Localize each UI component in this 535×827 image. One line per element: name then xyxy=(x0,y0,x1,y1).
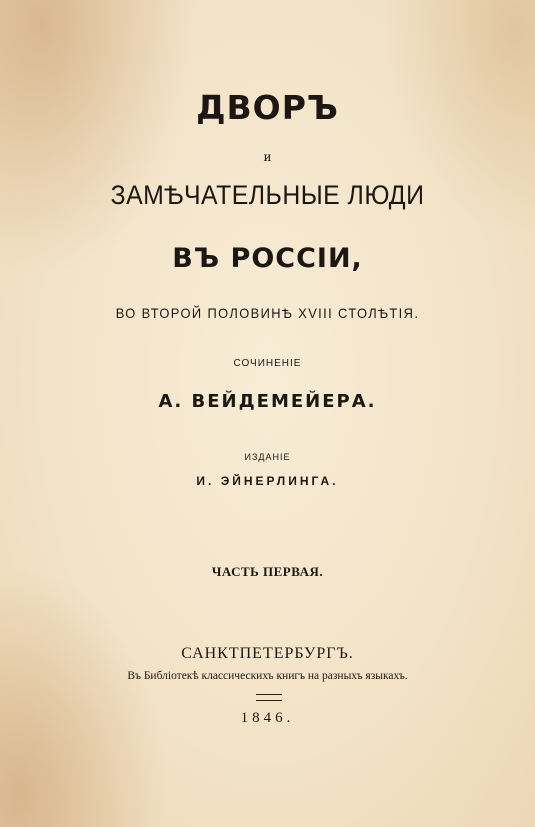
book-subtitle: ЗАМѢЧАТЕЛЬНЫЕ ЛЮДИ xyxy=(110,180,425,210)
double-rule-divider xyxy=(256,694,282,701)
work-label: СОЧИНЕНІЕ xyxy=(233,358,302,369)
edition-label: ИЗДАНІЕ xyxy=(244,452,291,462)
title-conjunction: и xyxy=(263,150,272,164)
book-title: ДВОРЪ xyxy=(196,88,339,127)
imprint-city: САНКТПЕТЕРБУРГЪ. xyxy=(181,645,354,662)
publisher-name: И. ЭЙНЕРЛИНГА. xyxy=(196,474,339,488)
subtitle-russia: ВЪ РОССІИ, xyxy=(172,243,363,274)
author-name: А. ВЕЙДЕМЕЙЕРА. xyxy=(158,391,377,412)
imprint-library: Въ Библіотекѣ классическихъ книгъ на разныхъ языкахъ. xyxy=(127,670,408,682)
period-line: ВО ВТОРОЙ ПОЛОВИНѢ XVIII СТОЛѢТІЯ. xyxy=(115,305,420,321)
part-label: ЧАСТЬ ПЕРВАЯ. xyxy=(211,564,324,579)
imprint-year: 1846. xyxy=(240,710,295,726)
